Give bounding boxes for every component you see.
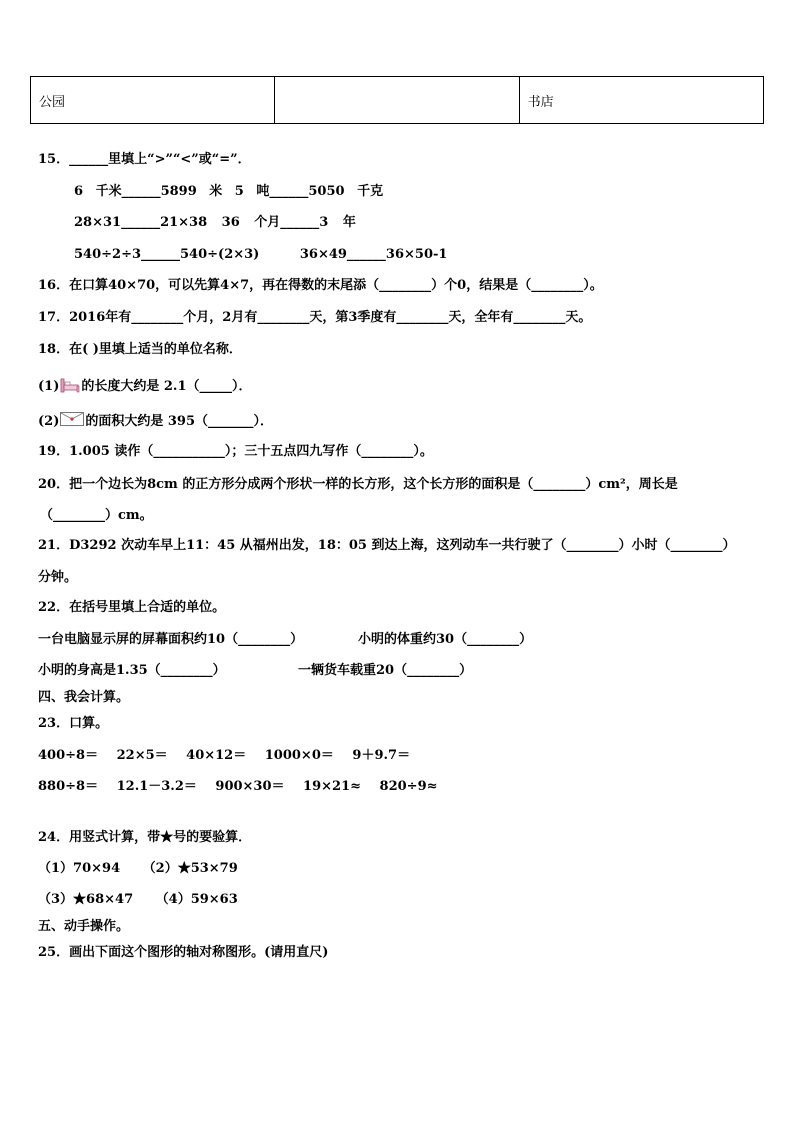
q24-title: 24．用竖式计算，带★号的要验算．: [38, 830, 252, 845]
q18-item-2: [38, 412, 273, 430]
q18-item-1-prefix: (1): [38, 379, 60, 394]
q21-text-line2: 分钟。: [38, 570, 78, 585]
q20-text-line2: （________）cm。: [40, 508, 153, 523]
q23-title: 23．口算。: [38, 716, 109, 731]
q17-text: 17．2016年有________个月，2月有________天，第3季度有________天，全年有________天。: [38, 310, 592, 325]
bed-icon: [60, 377, 80, 393]
q18-title: 18．在( )里填上适当的单位名称．: [38, 342, 242, 357]
q19-text: 19．1.005 读作（___________）；三十五点四九写作（________）。: [38, 444, 433, 459]
q18-item-1-text: 的长度大约是 2.1（_____）．: [81, 379, 252, 394]
q23-row-2: 880÷8＝ 12.1－3.2＝ 900×30＝ 19×21≈ 820÷9≈: [38, 779, 438, 794]
q23-row-1: 400÷8＝ 22×5＝ 40×12＝ 1000×0＝ 9＋9.7＝: [38, 748, 411, 763]
q15-line-b: 28×31______21×38 36 个月______3 年: [74, 215, 356, 230]
section-4-heading: 四、我会计算。: [38, 690, 130, 705]
q25-text: 25．画出下面这个图形的轴对称图形。(请用直尺): [38, 945, 329, 960]
q24-row-1: （1）70×94 （2）★53×79: [38, 861, 238, 876]
q22-title: 22．在括号里填上合适的单位。: [38, 600, 226, 615]
envelope-icon: [60, 412, 84, 426]
q15-line-a: 6 千米______5899 米 5 吨______5050 千克: [74, 184, 384, 199]
table-cell-park: 公园: [31, 77, 275, 124]
q24-row-2: （3）★68×47 （4）59×63: [38, 892, 238, 907]
q20-text-line1: 20．把一个边长为8cm 的正方形分成两个形状一样的长方形，这个长方形的面积是（________）cm²，周长是: [38, 477, 678, 492]
q15-title: 15．______里填上“>”“<”或“=”．: [38, 152, 251, 167]
section-5-heading: 五、动手操作。: [38, 919, 130, 934]
table-cell-empty: [275, 77, 519, 124]
q22-item-weight: 小明的体重约30（________）: [358, 632, 533, 647]
q21-text-line1: 21．D3292 次动车早上11：45 从福州出发，18：05 到达上海，这列动车一共行驶了（________）小时（________）: [38, 538, 736, 553]
table-cell-bookstore: 书店: [519, 77, 763, 124]
q18-item-2-text: 的面积大约是 395（_______）．: [85, 414, 274, 429]
q16-text: 16．在口算40×70，可以先算4×7，再在得数的末尾添（________）个0，结果是（________）。: [38, 278, 603, 293]
q22-item-screen: 一台电脑显示屏的屏幕面积约10（________）: [38, 632, 304, 647]
q15-line-c: 540÷2÷3______540÷(2×3) 36×49______36×50-1: [74, 247, 448, 262]
q22-item-truck: 一辆货车载重20（________）: [298, 663, 473, 678]
q18-item-1: [38, 377, 252, 395]
place-table: [30, 76, 764, 124]
q22-item-height: 小明的身高是1.35（________）: [38, 663, 226, 678]
q18-item-2-prefix: (2): [38, 414, 60, 429]
